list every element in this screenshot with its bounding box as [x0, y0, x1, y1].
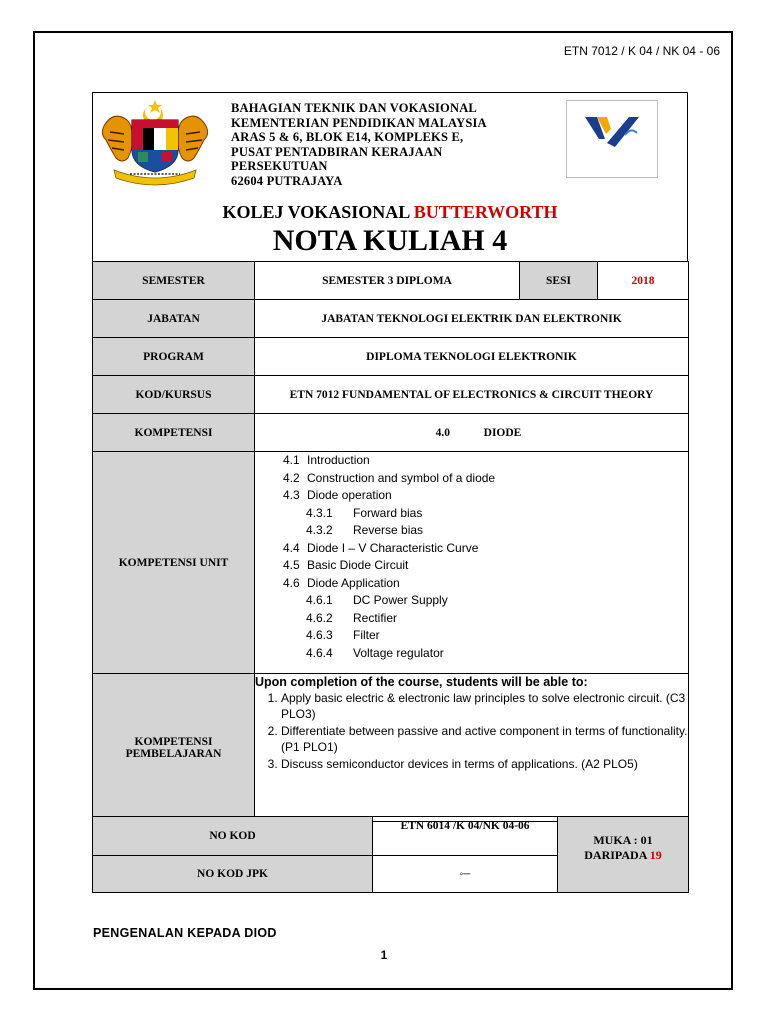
kompetensi-value [255, 414, 689, 452]
list-item: 4.6.1 DC Power Supply [306, 593, 448, 607]
list-item: 4.4 Diode I – V Characteristic Curve [283, 540, 479, 555]
semester-label: SEMESTER [93, 262, 255, 300]
list-item: 2. Differentiate between passive and active component in terms of functionality. (P1 PLO1) [281, 723, 688, 755]
kompetensi-title: DIODE [483, 426, 522, 439]
table-row [93, 338, 689, 376]
college-logo [566, 100, 658, 178]
page-count [558, 817, 689, 893]
page-number: 1 [380, 948, 388, 962]
list-item: 4.3.1 Forward bias [306, 505, 423, 520]
sesi-label: SESI [520, 262, 598, 300]
kompetensi-label: KOMPETENSI [93, 414, 255, 452]
ministry-line: 62604 PUTRAJAYA [231, 173, 343, 188]
list-item: 1. Apply basic electric & electronic law principles to solve electronic circuit. (C3 PLO3) [281, 690, 688, 722]
coat-of-arms-icon [100, 96, 210, 186]
list-item: 4.6.3 Filter [306, 628, 380, 642]
list-item: 4.5 Basic Diode Circuit [283, 558, 409, 572]
list-item: 4.3 Diode operation [283, 488, 392, 502]
no-kod-label: NO KOD [93, 817, 373, 856]
program-label: PROGRAM [93, 338, 255, 376]
college-prefix: KOLEJ VOKASIONAL [222, 202, 410, 222]
course-info-table [92, 261, 689, 822]
ministry-line: BAHAGIAN TEKNIK DAN VOKASIONAL [231, 101, 477, 115]
table-row [93, 674, 689, 822]
code-table [92, 816, 689, 893]
kompetensi-unit-label: KOMPETENSI UNIT [93, 452, 255, 674]
ministry-line: ARAS 5 & 6, BLOK E14, KOMPLEKS E, [231, 130, 464, 145]
list-item: 4.2 Construction and symbol of a diode [283, 470, 496, 485]
college-name [92, 202, 688, 223]
college-logo-icon [567, 101, 657, 177]
section-heading: PENGENALAN KEPADA DIOD [93, 926, 277, 940]
table-row [93, 414, 689, 452]
jabatan-label: JABATAN [93, 300, 255, 338]
table-row [93, 262, 689, 300]
table-row [93, 300, 689, 338]
table-row [93, 452, 689, 674]
muka-line: MUKA : 01 [593, 832, 653, 847]
college-location: BUTTERWORTH [413, 202, 558, 222]
kompetensi-number: 4.0 [435, 426, 451, 439]
document-title: NOTA KULIAH 4 [272, 224, 508, 257]
sesi-value: 2018 [598, 262, 689, 300]
no-kod-value: ETN 6014 /K 04/NK 04-06 [373, 817, 558, 856]
list-item: 3. Discuss semiconductor devices in terms of applications. (A2 PLO5) [281, 756, 688, 772]
ministry-address [231, 101, 531, 189]
list-item: 4.3.2 Reverse bias [306, 523, 424, 537]
ministry-line: KEMENTERIAN PENDIDIKAN MALAYSIA [231, 115, 487, 130]
ministry-line: PUSAT PENTADBIRAN KERAJAAN [231, 144, 443, 159]
no-kod-jpk-label: NO KOD JPK [93, 856, 373, 893]
list-item: 4.1 Introduction [283, 453, 370, 467]
list-item: 4.6.2 Rectifier [306, 610, 398, 625]
document-reference: ETN 7012 / K 04 / NK 04 - 06 [563, 44, 720, 58]
learning-outcomes [255, 674, 689, 822]
ministry-line: PERSEKUTUAN [231, 159, 328, 174]
kompetensi-unit-list [255, 452, 689, 674]
semester-value: SEMESTER 3 DIPLOMA [255, 262, 520, 300]
kod-kursus-value: ETN 7012 FUNDAMENTAL OF ELECTRONICS & CIRCUIT THEORY [255, 376, 689, 414]
table-row [93, 817, 689, 856]
daripada-line: DARIPADA 19 [584, 847, 662, 862]
program-value: DIPLOMA TEKNOLOGI ELEKTRONIK [255, 338, 689, 376]
kompetensi-pembelajaran-label: KOMPETENSI PEMBELAJARAN [93, 674, 255, 822]
list-item: 4.6.4 Voltage regulator [306, 645, 444, 660]
learning-outcome-list [255, 690, 688, 772]
kod-kursus-label: KOD/KURSUS [93, 376, 255, 414]
list-item: 4.6 Diode Application [283, 575, 400, 590]
no-kod-jpk-value: ◦─ [373, 856, 558, 893]
table-row [93, 376, 689, 414]
jabatan-value: JABATAN TEKNOLOGI ELEKTRIK DAN ELEKTRONIK [255, 300, 689, 338]
learning-intro: Upon completion of the course, students will be able to: [255, 675, 588, 689]
